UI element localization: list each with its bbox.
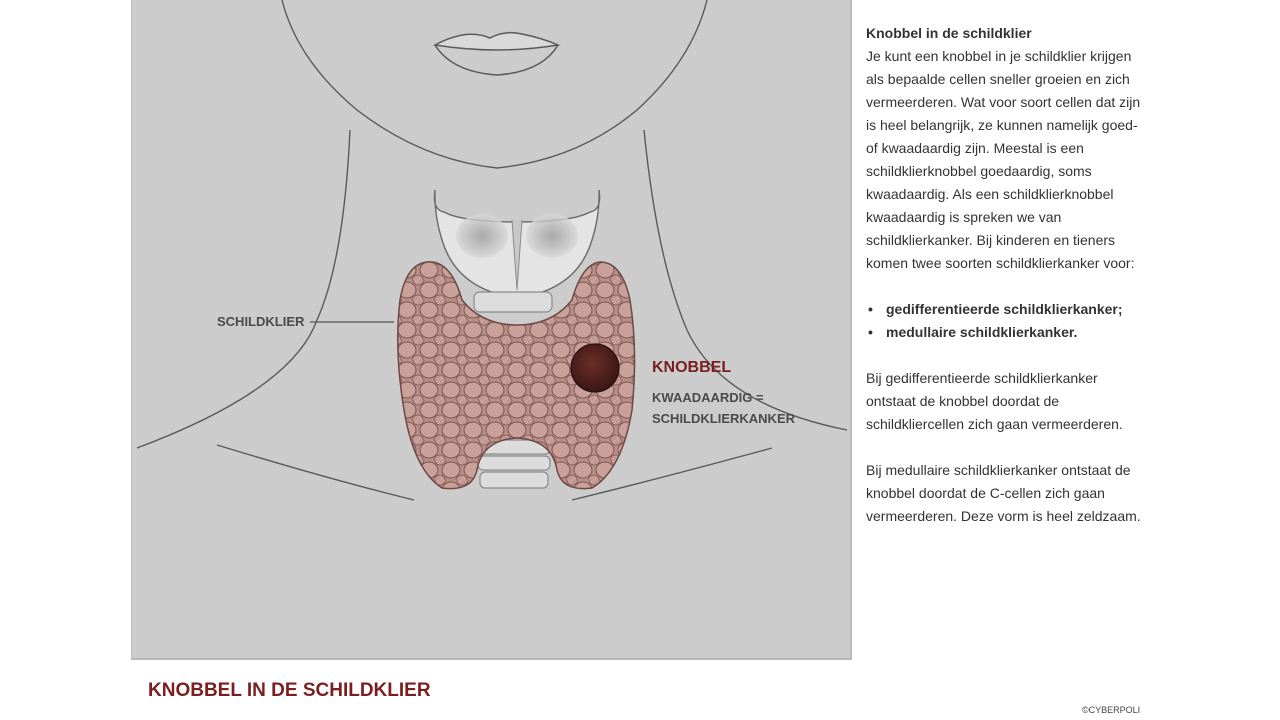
malignant-label: KWAADAARDIG = SCHILDKLIERKANKER	[652, 390, 795, 426]
nodule-label: KNOBBEL	[652, 359, 732, 376]
neck-thyroid-illustration	[131, 0, 852, 660]
nodule	[571, 344, 619, 392]
cancer-types-list	[866, 298, 1151, 344]
article-intro: Je kunt een knobbel in je schildklier krijgen als bepaalde cellen sneller groeien en zich vermeerderen. Wat voor soort cellen dat zijn is heel belangrijk, ze kunnen namelijk goed- of kwaadaardig zijn. Meestal is een schildklierknobbel goedaardig, soms kwaadaardig. Als een schildklierknobbel kwaadaardig is spreken we van schildklierkanker. Bij kinderen en tieners komen twee soorten schildklierkanker voor:	[866, 48, 1141, 271]
paragraph-differentiated: Bij gedifferentieerde schildklierkanker ontstaat de knobbel doordat de schildkliercellen zich gaan vermeerderen.	[866, 370, 1123, 432]
article-text	[866, 22, 1151, 528]
list-item: • gedifferentieerde schildklierkanker;	[866, 298, 1151, 321]
article-heading: Knobbel in de schildklier	[866, 25, 1032, 41]
paragraph-medullary: Bij medullaire schildklierkanker ontstaat de knobbel doordat de C-cellen zich gaan vermeerderen. Deze vorm is heel zeldzaam.	[866, 462, 1141, 524]
upper-lip	[435, 33, 558, 50]
neck-left	[137, 130, 350, 448]
thyroid-label: SCHILDKLIER	[217, 314, 305, 329]
slide-title: KNOBBEL IN DE SCHILDKLIER	[148, 680, 431, 701]
list-item: • medullaire schildklierkanker.	[866, 321, 1151, 344]
copyright-notice: ©CYBERPOLI	[1082, 705, 1141, 715]
neck-drawing	[132, 0, 850, 658]
neck-right	[644, 130, 847, 430]
jaw-outline	[282, 0, 707, 168]
clavicle-left	[217, 445, 414, 500]
